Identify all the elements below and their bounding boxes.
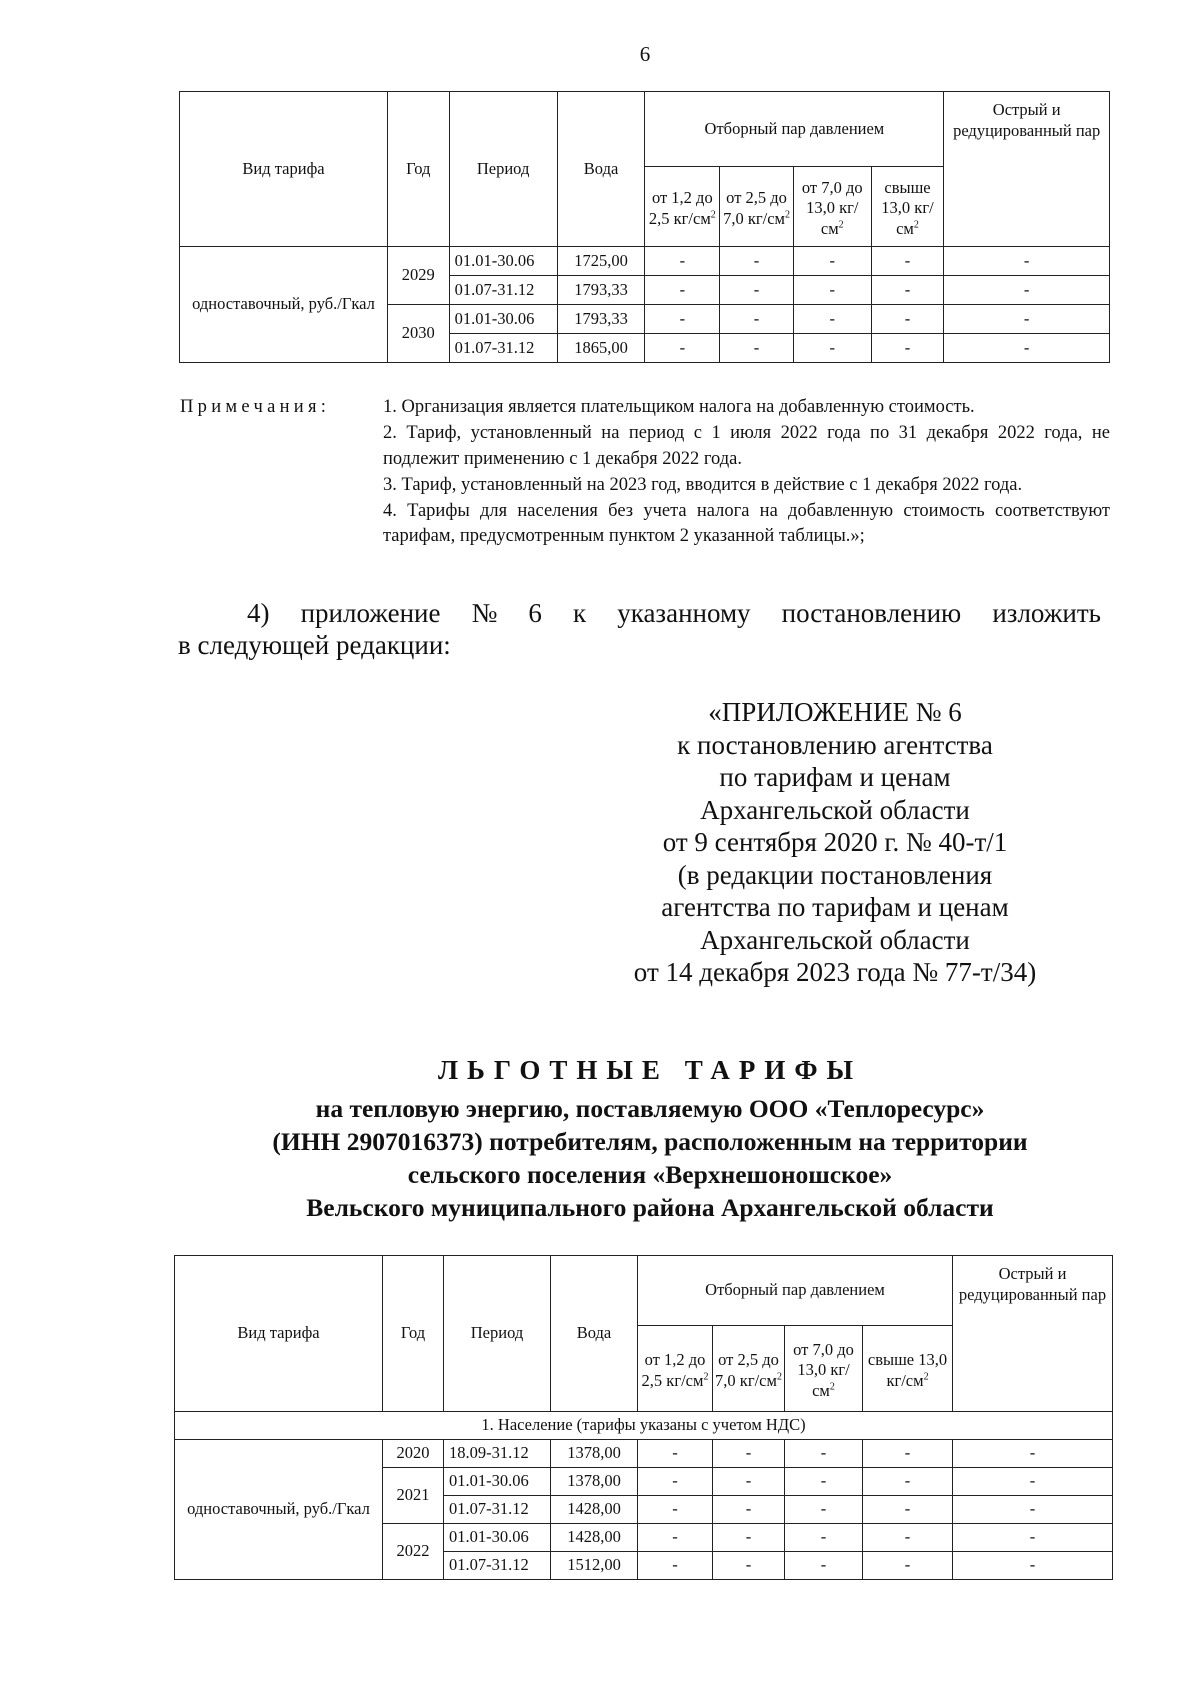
period-cell: 01.07-31.12 [449, 334, 557, 363]
header-voda: Вода [557, 92, 645, 247]
header-period: Период [444, 1256, 551, 1412]
dash-cell: - [720, 276, 794, 305]
dash-cell: - [863, 1552, 953, 1580]
note-item: 1. Организация является плательщиком налога на добавленную стоимость. [383, 397, 975, 417]
appendix-line: от 14 декабря 2023 года № 77-т/34) [633, 957, 1037, 987]
appendix-line: Архангельской области [700, 794, 970, 825]
tariff-table-continued [179, 91, 1110, 363]
dash-cell: - [720, 305, 794, 334]
header-ostryi-par: Острый и редуцированный пар [944, 92, 1110, 247]
dash-cell: - [785, 1524, 863, 1552]
header-vid-tarifa: Вид тарифа [175, 1256, 383, 1412]
dash-cell: - [944, 334, 1110, 363]
dash-cell: - [713, 1440, 785, 1468]
appendix-line: по тарифам и ценам [719, 762, 951, 792]
para-word: 4) [247, 598, 270, 628]
header-period: Период [449, 92, 557, 247]
dash-cell: - [871, 276, 944, 305]
year-cell: 2020 [383, 1440, 444, 1468]
header-ostryi-par: Острый и редуцированный пар [953, 1256, 1113, 1412]
appendix-line: от 9 сентября 2020 г. № 40-т/1 [662, 827, 1008, 857]
tariff-type-cell: одноставочный, руб./Гкал [175, 1440, 383, 1580]
voda-cell: 1428,00 [551, 1524, 638, 1552]
dash-cell: - [871, 305, 944, 334]
header-god: Год [388, 92, 450, 247]
header-pressure-4: свыше 13,0 $кг/см^2$ [871, 167, 944, 247]
para-word: к [573, 598, 587, 628]
subtitle-line: Вельского муниципального района Архангельской области [306, 1193, 994, 1222]
header-pressure-4: свыше 13,0 $кг/см^2$ [863, 1326, 953, 1412]
dash-cell: - [645, 305, 720, 334]
dash-cell: - [863, 1440, 953, 1468]
dash-cell: - [720, 247, 794, 276]
dash-cell: - [793, 247, 871, 276]
voda-cell: 1378,00 [551, 1468, 638, 1496]
year-cell: 2022 [383, 1524, 444, 1580]
dash-cell: - [785, 1468, 863, 1496]
period-cell: 01.01-30.06 [449, 305, 557, 334]
subtitle-line: сельского поселения «Верхнешоношское» [407, 1160, 893, 1189]
period-cell: 01.07-31.12 [449, 276, 557, 305]
notes-label: Примечания: [180, 397, 331, 417]
voda-cell: 1865,00 [557, 334, 645, 363]
dash-cell: - [638, 1468, 713, 1496]
dash-cell: - [871, 247, 944, 276]
dash-cell: - [953, 1552, 1113, 1580]
dash-cell: - [785, 1440, 863, 1468]
dash-cell: - [645, 276, 720, 305]
appendix-line: (в редакции постановления [677, 859, 993, 890]
header-pressure-1: от 1,2 до 2,5 $кг/см^2$ [638, 1326, 713, 1412]
para-word: № [471, 598, 498, 628]
dash-cell: - [785, 1552, 863, 1580]
header-otbornyi-par: Отборный пар давлением [638, 1256, 953, 1326]
period-cell: 01.01-30.06 [444, 1468, 551, 1496]
appendix-line: к постановлению агентства [677, 729, 993, 760]
header-pressure-2: от 2,5 до 7,0 $кг/см^2$ [713, 1326, 785, 1412]
year-cell: 2029 [388, 247, 450, 305]
dash-cell: - [713, 1468, 785, 1496]
year-cell: 2030 [388, 305, 450, 363]
appendix-line: агентства по тарифам и ценам [661, 892, 1009, 922]
dash-cell: - [953, 1524, 1113, 1552]
notes-list [383, 395, 1110, 550]
table-row [175, 1440, 1113, 1468]
header-pressure-3: от 7,0 до 13,0 $кг/см^2$ [793, 167, 871, 247]
subtitle-line: на тепловую энергию, поставляемую ООО «Теплоресурс» [315, 1094, 985, 1123]
para-word: постановлению [781, 598, 962, 628]
year-cell: 2021 [383, 1468, 444, 1524]
section-header: 1. Население (тарифы указаны с учетом НДС) [175, 1412, 1113, 1440]
header-pressure-1: от 1,2 до 2,5 $кг/см^2$ [645, 167, 720, 247]
header-vid-tarifa: Вид тарифа [180, 92, 388, 247]
dash-cell: - [953, 1468, 1113, 1496]
tariff-table-lgotnye [174, 1255, 1113, 1580]
note-item: 4. Тарифы для населения без учета налога на добавленную стоимость соответствуют тарифам, предусмотренным пунктом 2 указанной таблицы.»; [383, 500, 1110, 547]
document-subtitle [140, 1092, 1160, 1224]
dash-cell: - [645, 247, 720, 276]
dash-cell: - [713, 1496, 785, 1524]
period-cell: 01.01-30.06 [449, 247, 557, 276]
note-item: 3. Тариф, установленный на 2023 год, вводится в действие с 1 декабря 2022 года. [383, 474, 1023, 495]
subtitle-line: (ИНН 2907016373) потребителям, расположенным на территории [272, 1127, 1028, 1156]
dash-cell: - [638, 1524, 713, 1552]
table-row [180, 247, 1110, 276]
dash-cell: - [944, 305, 1110, 334]
dash-cell: - [638, 1440, 713, 1468]
period-cell: 01.07-31.12 [444, 1552, 551, 1580]
dash-cell: - [944, 276, 1110, 305]
header-pressure-2: от 2,5 до 7,0 $кг/см^2$ [720, 167, 794, 247]
dash-cell: - [953, 1440, 1113, 1468]
para-word: 6 [528, 598, 542, 628]
voda-cell: 1725,00 [557, 247, 645, 276]
tariff-type-cell: одноставочный, руб./Гкал [180, 247, 388, 363]
period-cell: 01.01-30.06 [444, 1524, 551, 1552]
document-title: ЛЬГОТНЫЕ ТАРИФЫ [437, 1055, 863, 1085]
dash-cell: - [944, 247, 1110, 276]
dash-cell: - [793, 334, 871, 363]
para-line-2: в следующей редакции: [178, 629, 451, 660]
voda-cell: 1428,00 [551, 1496, 638, 1524]
dash-cell: - [871, 334, 944, 363]
dash-cell: - [638, 1496, 713, 1524]
dash-cell: - [953, 1496, 1113, 1524]
note-item: 2. Тариф, установленный на период с 1 июля 2022 года по 31 декабря 2022 года, не подлежит применению с 1 декабря 2022 года. [383, 422, 1110, 469]
dash-cell: - [785, 1496, 863, 1524]
voda-cell: 1793,33 [557, 276, 645, 305]
dash-cell: - [720, 334, 794, 363]
header-voda: Вода [551, 1256, 638, 1412]
voda-cell: 1512,00 [551, 1552, 638, 1580]
appendix-header [625, 696, 1045, 989]
amendment-paragraph [178, 598, 1101, 662]
header-pressure-3: от 7,0 до 13,0 $кг/см^2$ [785, 1326, 863, 1412]
para-word: указанному [617, 598, 751, 628]
dash-cell: - [638, 1552, 713, 1580]
page-number: 6 [639, 42, 651, 66]
appendix-line: Архангельской области [700, 924, 970, 955]
para-word: изложить [992, 598, 1101, 628]
header-god: Год [383, 1256, 444, 1412]
para-word: приложение [300, 598, 441, 628]
dash-cell: - [863, 1468, 953, 1496]
voda-cell: 1378,00 [551, 1440, 638, 1468]
header-otbornyi-par: Отборный пар давлением [645, 92, 944, 167]
period-cell: 18.09-31.12 [444, 1440, 551, 1468]
dash-cell: - [863, 1524, 953, 1552]
dash-cell: - [713, 1524, 785, 1552]
appendix-line: «ПРИЛОЖЕНИЕ № 6 [708, 697, 962, 727]
dash-cell: - [863, 1496, 953, 1524]
dash-cell: - [793, 276, 871, 305]
dash-cell: - [645, 334, 720, 363]
voda-cell: 1793,33 [557, 305, 645, 334]
dash-cell: - [793, 305, 871, 334]
dash-cell: - [713, 1552, 785, 1580]
period-cell: 01.07-31.12 [444, 1496, 551, 1524]
